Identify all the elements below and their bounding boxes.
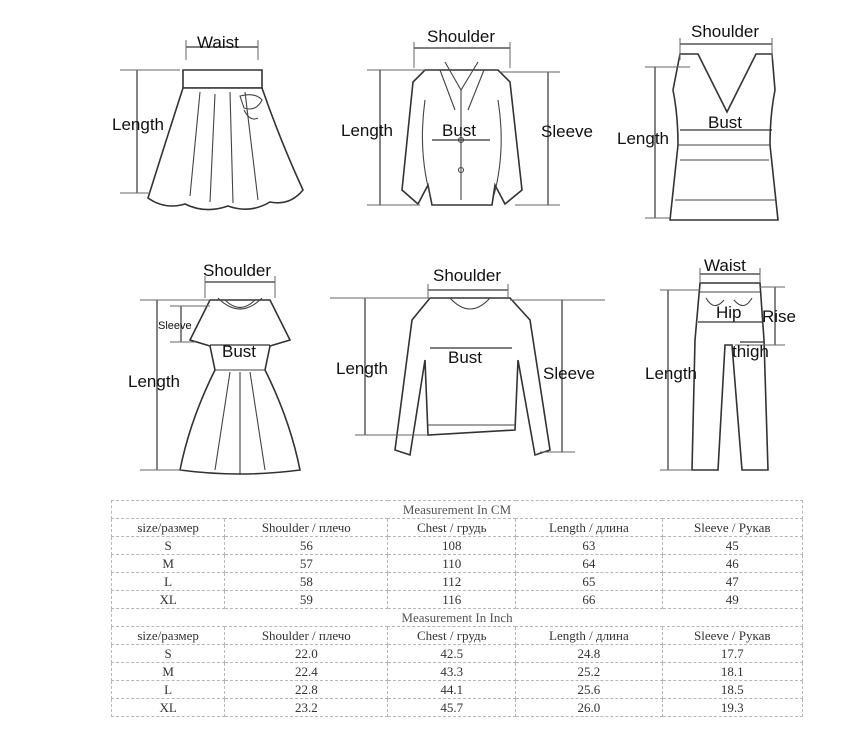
table-cell: L — [112, 681, 225, 699]
table-cell: 22.8 — [225, 681, 388, 699]
sweater-shoulder-label: Shoulder — [433, 266, 502, 285]
table-cell: 42.5 — [388, 645, 516, 663]
column-header: Shoulder / плечо — [225, 519, 388, 537]
table-cell: 22.4 — [225, 663, 388, 681]
sweater-bust-label: Bust — [448, 348, 483, 367]
vest-bust-label: Bust — [708, 113, 743, 132]
column-header: Chest / грудь — [388, 519, 516, 537]
pants-length-label: Length — [645, 364, 697, 383]
size-chart-table — [111, 500, 803, 717]
jacket-length-label: Length — [341, 121, 393, 140]
table-caption-row — [112, 609, 803, 627]
table-row — [112, 555, 803, 573]
table-cell: L — [112, 573, 225, 591]
dress-length-label: Length — [128, 372, 180, 391]
column-header: Chest / грудь — [388, 627, 516, 645]
table-cell: 57 — [225, 555, 388, 573]
table-cell: 47 — [662, 573, 802, 591]
table-cell: S — [112, 645, 225, 663]
jacket-shoulder-label: Shoulder — [427, 27, 496, 46]
column-header: Length / длина — [516, 519, 662, 537]
table-row — [112, 681, 803, 699]
table-cell: 46 — [662, 555, 802, 573]
table-cell: 24.8 — [516, 645, 662, 663]
vest-length-label: Length — [617, 129, 669, 148]
column-header: Sleeve / Рукав — [662, 627, 802, 645]
table-row — [112, 573, 803, 591]
table-cell: 110 — [388, 555, 516, 573]
table-cell: 17.7 — [662, 645, 802, 663]
table-cell: M — [112, 555, 225, 573]
table-cell: 25.6 — [516, 681, 662, 699]
vest-shoulder-label: Shoulder — [691, 22, 760, 41]
table-cell: 44.1 — [388, 681, 516, 699]
sweater-diagram — [330, 266, 605, 455]
table-caption: Measurement In Inch — [112, 609, 803, 627]
table-row — [112, 591, 803, 609]
table-cell: 112 — [388, 573, 516, 591]
table-cell: 49 — [662, 591, 802, 609]
dress-bust-label: Bust — [222, 342, 257, 361]
jacket-diagram — [341, 27, 593, 205]
table-caption: Measurement In CM — [112, 501, 803, 519]
column-header: size/размер — [112, 627, 225, 645]
table-cell: 45.7 — [388, 699, 516, 717]
sweater-length-label: Length — [336, 359, 388, 378]
table-cell: 25.2 — [516, 663, 662, 681]
table-cell: 56 — [225, 537, 388, 555]
pants-diagram — [645, 256, 796, 470]
table-cell: S — [112, 537, 225, 555]
table-row — [112, 645, 803, 663]
table-caption-row — [112, 501, 803, 519]
column-header: Shoulder / плечо — [225, 627, 388, 645]
sweater-sleeve-label: Sleeve — [543, 364, 595, 383]
column-header: Sleeve / Рукав — [662, 519, 802, 537]
table-cell: 18.1 — [662, 663, 802, 681]
table-cell: XL — [112, 591, 225, 609]
skirt-waist-label: Waist — [197, 33, 239, 52]
table-cell: 58 — [225, 573, 388, 591]
pants-waist-label: Waist — [704, 256, 746, 275]
table-cell: 23.2 — [225, 699, 388, 717]
column-header: size/размер — [112, 519, 225, 537]
table-cell: 18.5 — [662, 681, 802, 699]
pants-hip-label: Hip — [716, 303, 742, 322]
skirt-diagram — [112, 33, 303, 210]
vest-diagram — [617, 22, 778, 220]
table-cell: M — [112, 663, 225, 681]
table-header-row — [112, 519, 803, 537]
table-cell: 45 — [662, 537, 802, 555]
jacket-bust-label: Bust — [442, 121, 477, 140]
table-row — [112, 663, 803, 681]
pants-thigh-label: thigh — [732, 342, 769, 361]
table-cell: 116 — [388, 591, 516, 609]
column-header: Length / длина — [516, 627, 662, 645]
table-cell: 108 — [388, 537, 516, 555]
table-header-row — [112, 627, 803, 645]
table-cell: 63 — [516, 537, 662, 555]
pants-rise-label: Rise — [762, 307, 797, 326]
jacket-sleeve-label: Sleeve — [541, 122, 593, 141]
table-cell: 66 — [516, 591, 662, 609]
dress-diagram — [128, 261, 300, 475]
skirt-length-label: Length — [112, 115, 164, 134]
table-cell: 22.0 — [225, 645, 388, 663]
table-cell: 19.3 — [662, 699, 802, 717]
table-cell: 64 — [516, 555, 662, 573]
table-cell: 26.0 — [516, 699, 662, 717]
dress-shoulder-label: Shoulder — [203, 261, 272, 280]
table-row — [112, 537, 803, 555]
dress-sleeve-label: Sleeve — [158, 320, 192, 332]
table-cell: 43.3 — [388, 663, 516, 681]
table-row — [112, 699, 803, 717]
table-cell: 65 — [516, 573, 662, 591]
table-cell: 59 — [225, 591, 388, 609]
table-cell: XL — [112, 699, 225, 717]
